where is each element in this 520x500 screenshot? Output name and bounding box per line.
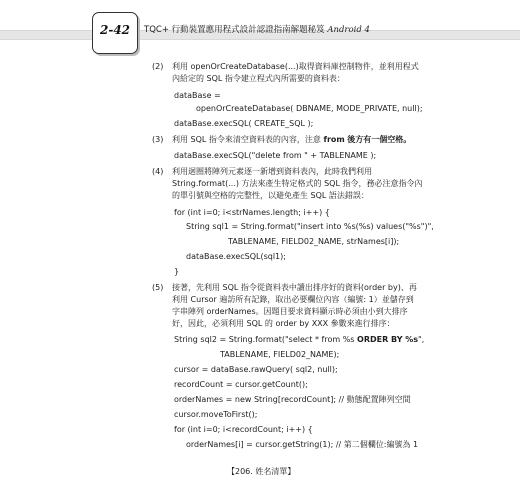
item-number: (5): [152, 283, 164, 292]
paragraph-line: 內給定的 SQL 指令建立程式內所需要的資料表：: [172, 74, 345, 83]
code-line: [174, 335, 424, 345]
code-text: String sql2 = String.format("select * from %s: [174, 335, 358, 344]
code-line: TABLENAME, FIELD02_NAME);: [220, 350, 340, 359]
code-line: dataBase =: [174, 91, 221, 100]
bold-keyword: from: [323, 135, 345, 144]
paragraph-text-bold: 後方有一個空格。: [347, 135, 412, 144]
code-line: cursor = dataBase.rawQuery( sql2, null);: [174, 365, 338, 374]
code-line: }: [174, 267, 180, 276]
item-number: (3): [152, 135, 164, 144]
paragraph-line: 好，因此，必須利用 SQL 的 order by XXX 參數來進行排序：: [172, 319, 395, 328]
code-keyword-bold: ORDER BY %s: [357, 335, 419, 344]
code-line: String sql1 = String.format("insert into %s(%s) values("%s")",: [186, 222, 434, 231]
paragraph-text: 利用 SQL 指令來清空資料表的內容，注意: [172, 135, 321, 144]
paragraph-line: 字串陣列 orderNames。因題目要求資料顯示時必須由小到大排序: [172, 307, 408, 316]
running-header-title: [144, 23, 370, 35]
paragraph-line: 接著，先利用 SQL 指令從資料表中讀出排序好的資料(order by)、再: [172, 283, 417, 292]
code-line: orderNames = new String[recordCount]; // 動態配置陣列空間: [174, 395, 411, 404]
header-brand: Android 4: [327, 25, 370, 35]
paragraph-line: 利用 openOrCreateDatabase(...)取得資料庫控制物件，並利用程式: [172, 62, 419, 71]
item-number: (4): [152, 167, 164, 176]
code-line: dataBase.execSQL("delete from " + TABLENAME );: [174, 151, 377, 160]
paragraph-line: 利用 Cursor 遍訪所有記錄，取出必要欄位內容（編號: 1）並儲存到: [172, 295, 414, 304]
code-line: for (int i=0; i<recordCount; i++) {: [174, 425, 313, 434]
code-line: TABLENAME, FIELD02_NAME, strNames[i]);: [228, 237, 400, 246]
code-line: openOrCreateDatabase( DBNAME, MODE_PRIVATE, null);: [196, 104, 423, 113]
paragraph-line: 利用迴圈將陣列元素逐一新增到資料表內，此時我們利用: [172, 167, 372, 176]
code-line: dataBase.execSQL( CREATE_SQL );: [174, 119, 314, 128]
paragraph-line: 的單引號與空格的完整性，以避免產生 SQL 語法錯誤：: [172, 191, 369, 200]
code-line: cursor.moveToFirst();: [174, 410, 258, 419]
code-text: ",: [418, 335, 425, 344]
paragraph-line: [172, 135, 411, 145]
header-title-text: TQC+ 行動裝置應用程式設計認證指南解題秘笈: [144, 25, 325, 35]
item-number: (2): [152, 62, 164, 71]
page-footer: 【206. 姓名清單】: [227, 467, 296, 476]
code-line: orderNames[i] = cursor.getString(1); // 第二個欄位:編號為 1: [186, 440, 419, 449]
page-number-badge: [92, 12, 138, 54]
code-line: recordCount = cursor.getCount();: [174, 380, 308, 389]
paragraph-line: String.format(...) 方法來產生特定格式的 SQL 指令，務必注意指令內: [172, 179, 423, 188]
page-number: 2-42: [99, 23, 131, 37]
code-line: dataBase.execSQL(sql1);: [186, 252, 286, 261]
code-line: for (int i=0; i<strNames.length; i++) {: [174, 208, 330, 217]
